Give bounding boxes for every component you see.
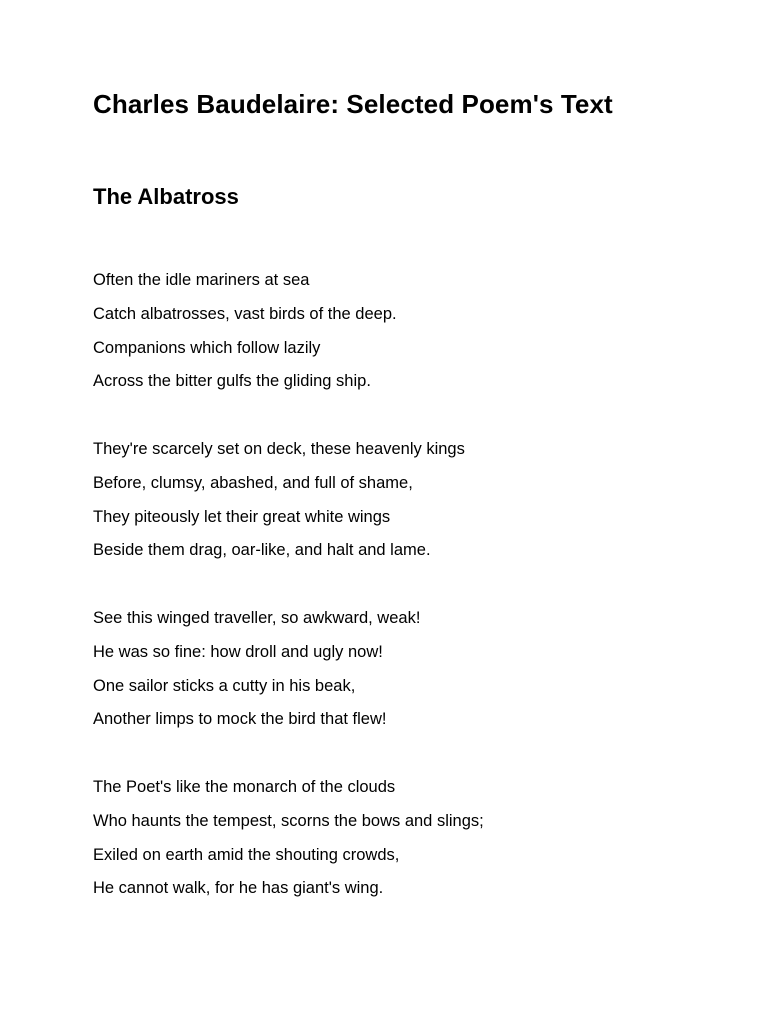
poem-line: Beside them drag, oar-like, and halt and lame. bbox=[93, 541, 431, 560]
poem-line: They piteously let their great white wings bbox=[93, 507, 391, 526]
poem-line: See this winged traveller, so awkward, weak! bbox=[93, 608, 421, 627]
poem-line: One sailor sticks a cutty in his beak, bbox=[93, 676, 356, 695]
poem-line: Before, clumsy, abashed, and full of shame, bbox=[93, 473, 413, 492]
poem-line: He was so fine: how droll and ugly now! bbox=[93, 642, 383, 661]
poem-line: The Poet's like the monarch of the clouds bbox=[93, 777, 396, 796]
poem-line: Companions which follow lazily bbox=[93, 338, 321, 357]
poem-line: Another limps to mock the bird that flew! bbox=[93, 710, 387, 729]
poem-title: The Albatross bbox=[93, 184, 239, 209]
poem-line: Often the idle mariners at sea bbox=[93, 271, 310, 289]
stanza-1 bbox=[93, 264, 484, 399]
document-title: Charles Baudelaire: Selected Poem's Text bbox=[93, 89, 613, 119]
poem-line: Who haunts the tempest, scorns the bows and slings; bbox=[93, 811, 484, 830]
poem-line: Catch albatrosses, vast birds of the deep. bbox=[93, 304, 397, 323]
poem-line: Across the bitter gulfs the gliding ship. bbox=[93, 372, 371, 391]
poem-body bbox=[93, 264, 484, 940]
poem-line: He cannot walk, for he has giant's wing. bbox=[93, 879, 384, 898]
stanza-4 bbox=[93, 771, 484, 906]
poem-line: Exiled on earth amid the shouting crowds, bbox=[93, 845, 400, 864]
stanza-2 bbox=[93, 433, 484, 568]
stanza-3 bbox=[93, 602, 484, 737]
poem-line: They're scarcely set on deck, these heavenly kings bbox=[93, 439, 465, 458]
